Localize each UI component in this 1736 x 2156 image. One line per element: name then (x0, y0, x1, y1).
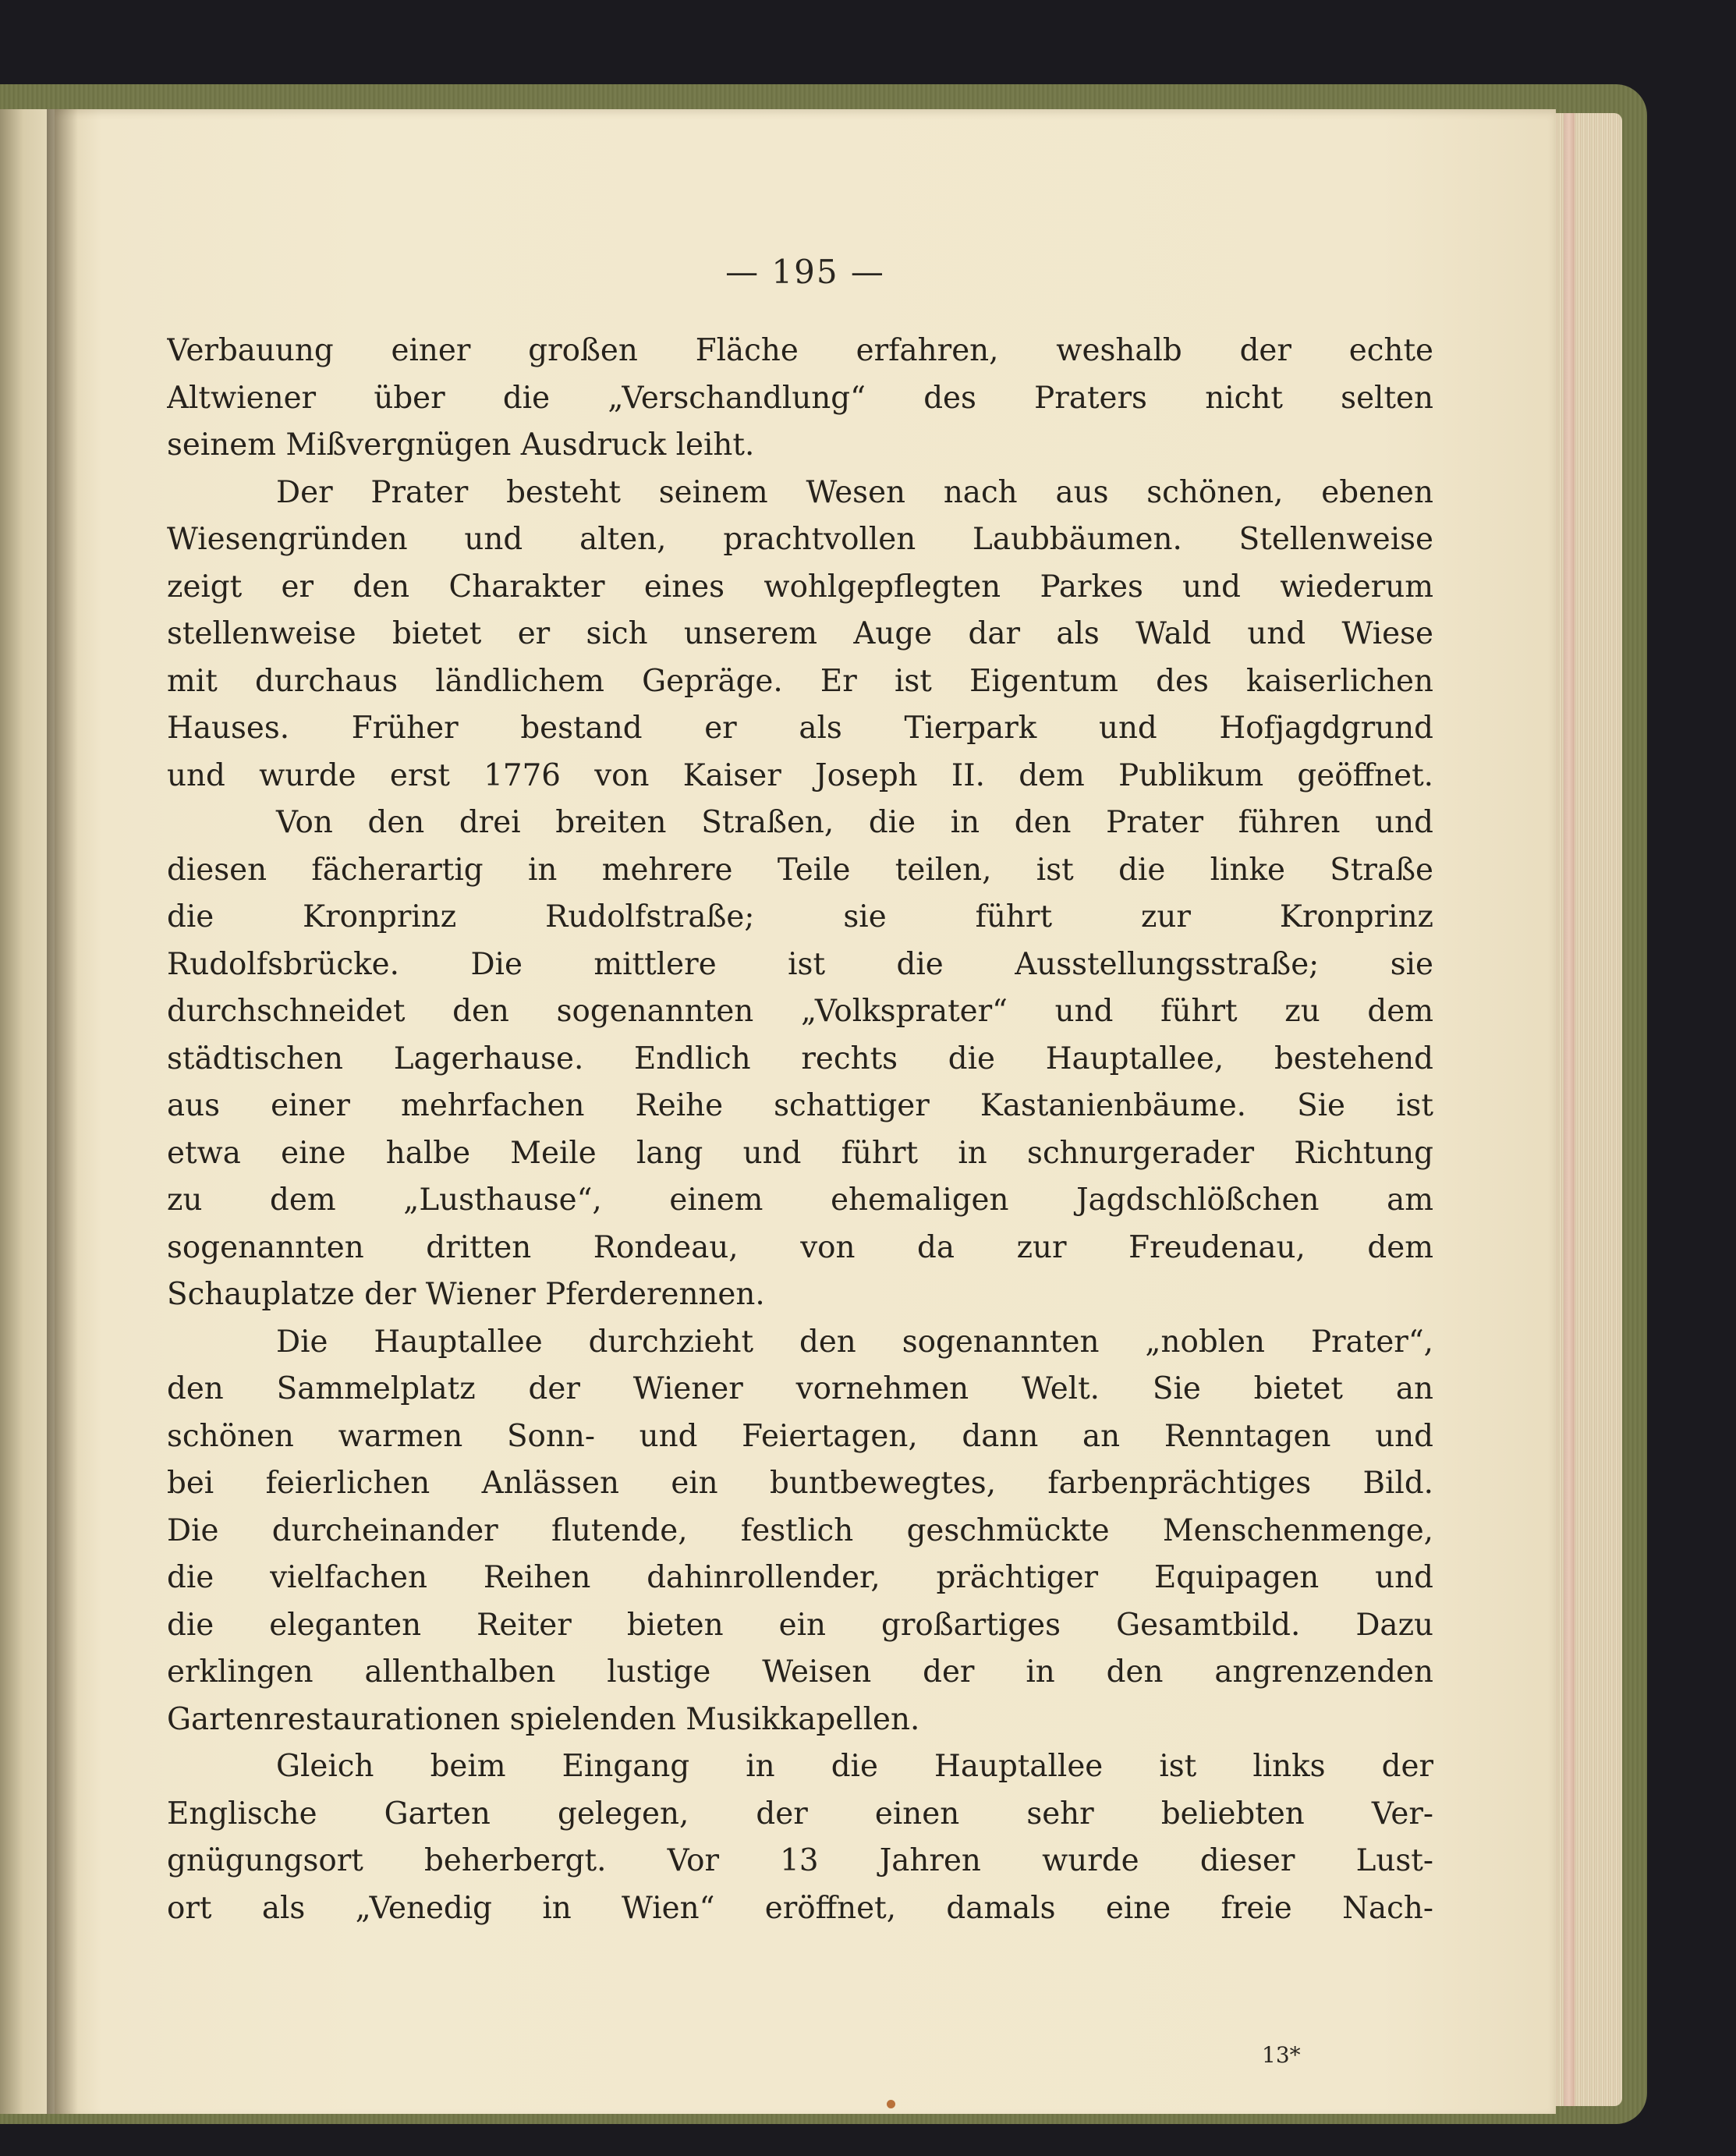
text-line: den Sammelplatz der Wiener vornehmen Welt. Sie bietet an (167, 1371, 1433, 1406)
text-line: sogenannten dritten Rondeau, von da zur Freudenau, dem (167, 1229, 1433, 1265)
text-line: Rudolfsbrücke. Die mittlere ist die Ausstellungsstraße; sie (167, 946, 1433, 982)
book-page (55, 109, 1556, 2114)
signature-mark: 13* (1262, 2042, 1301, 2068)
text-line: Die Hauptallee durchzieht den sogenannten „noblen Prater“, (276, 1324, 1433, 1360)
text-line: gnügungsort beherbergt. Vor 13 Jahren wurde dieser Lust- (167, 1843, 1433, 1878)
page-block-edges (1548, 113, 1622, 2106)
text-line: Verbauung einer großen Fläche erfahren, weshalb der echte (167, 333, 1433, 368)
text-line: mit durchaus ländlichem Gepräge. Er ist Eigentum des kaiserlichen (167, 663, 1433, 699)
text-line: Die durcheinander flutende, festlich geschmückte Menschenmenge, (167, 1512, 1433, 1548)
text-line: aus einer mehrfachen Reihe schattiger Kastanienbäume. Sie ist (167, 1088, 1433, 1123)
body-text (167, 328, 1433, 1932)
gutter-shadow (47, 109, 78, 2114)
text-line: Gartenrestaurationen spielenden Musikkapellen. (167, 1701, 920, 1737)
text-line: die vielfachen Reihen dahinrollender, prächtiger Equipagen und (167, 1560, 1433, 1595)
text-line: Altwiener über die „Verschandlung“ des Praters nicht selten (167, 380, 1433, 416)
text-line: Der Prater besteht seinem Wesen nach aus schönen, ebenen (276, 474, 1433, 510)
text-line: bei feierlichen Anlässen ein buntbewegtes, farbenprächtiges Bild. (167, 1466, 1433, 1501)
text-line: schönen warmen Sonn- und Feiertagen, dann an Renntagen und (167, 1418, 1433, 1454)
ink-spot (887, 2100, 895, 2108)
text-line: etwa eine halbe Meile lang und führt in schnurgerader Richtung (167, 1135, 1433, 1171)
text-line: ort als „Venedig in Wien“ eröffnet, damals eine freie Nach- (167, 1890, 1433, 1926)
text-line: und wurde erst 1776 von Kaiser Joseph II. dem Publikum geöffnet. (167, 757, 1433, 793)
text-line: zu dem „Lusthause“, einem ehemaligen Jagdschlößchen am (167, 1183, 1433, 1218)
page-number-header: — 195 — (725, 253, 885, 291)
text-line: Gleich beim Eingang in die Hauptallee ist links der (276, 1749, 1433, 1784)
text-line: Englische Garten gelegen, der einen sehr beliebten Ver- (167, 1796, 1433, 1832)
text-line: seinem Mißvergnügen Ausdruck leiht. (167, 427, 755, 463)
text-line: erklingen allenthalben lustige Weisen der in den angrenzenden (167, 1654, 1433, 1690)
text-line: stellenweise bietet er sich unserem Auge dar als Wald und Wiese (167, 616, 1433, 651)
text-line: die Kronprinz Rudolfstraße; sie führt zur Kronprinz (167, 899, 1433, 934)
text-line: Schauplatze der Wiener Pferderennen. (167, 1277, 765, 1312)
text-line: städtischen Lagerhause. Endlich rechts die Hauptallee, bestehend (167, 1041, 1433, 1076)
text-line: die eleganten Reiter bieten ein großartiges Gesamtbild. Dazu (167, 1607, 1433, 1643)
text-line: Wiesengründen und alten, prachtvollen Laubbäumen. Stellenweise (167, 522, 1433, 557)
text-line: Von den drei breiten Straßen, die in den Prater führen und (276, 805, 1433, 840)
text-line: zeigt er den Charakter eines wohlgepflegten Parkes und wiederum (167, 569, 1433, 605)
text-line: Hauses. Früher bestand er als Tierpark und Hofjagdgrund (167, 711, 1433, 746)
text-line: diesen fächerartig in mehrere Teile teilen, ist die linke Straße (167, 852, 1433, 888)
text-line: durchschneidet den sogenannten „Volksprater“ und führt zu dem (167, 994, 1433, 1029)
